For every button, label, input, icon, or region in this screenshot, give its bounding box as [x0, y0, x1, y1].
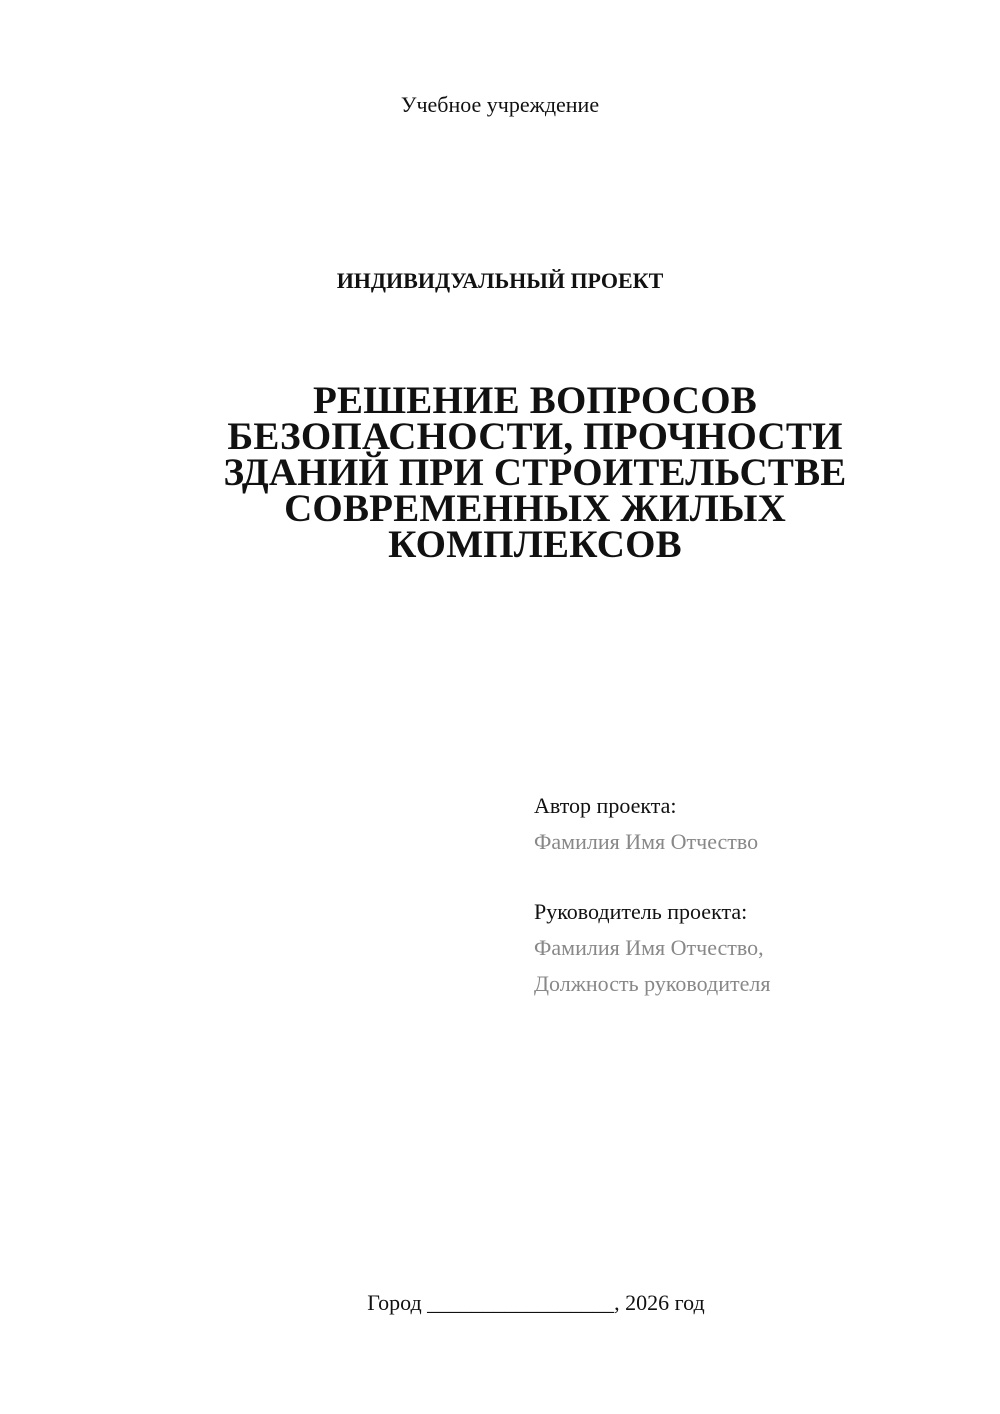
supervisor-position: Должность руководителя: [534, 971, 771, 996]
city-year-line: Город _________________, 2026 год: [367, 1290, 705, 1315]
title-line: РЕШЕНИЕ ВОПРОСОВ: [313, 379, 757, 422]
credits-block: [534, 788, 974, 1002]
title-line: КОМПЛЕКСОВ: [388, 523, 682, 566]
document-type: ИНДИВИДУАЛЬНЫЙ ПРОЕКТ: [336, 268, 664, 293]
title-line: БЕЗОПАСНОСТИ, ПРОЧНОСТИ: [227, 415, 843, 458]
title-line: ЗДАНИЙ ПРИ СТРОИТЕЛЬСТВЕ: [223, 451, 847, 494]
project-title: [200, 379, 870, 566]
title-line: СОВРЕМЕННЫХ ЖИЛЫХ: [284, 487, 786, 530]
institution-name: Учебное учреждение: [400, 92, 600, 117]
supervisor-name: Фамилия Имя Отчество,: [534, 935, 764, 960]
supervisor-label: Руководитель проекта:: [534, 899, 748, 924]
credits-spacer: [534, 860, 974, 894]
author-name: Фамилия Имя Отчество: [534, 829, 759, 854]
author-label: Автор проекта:: [534, 793, 677, 818]
